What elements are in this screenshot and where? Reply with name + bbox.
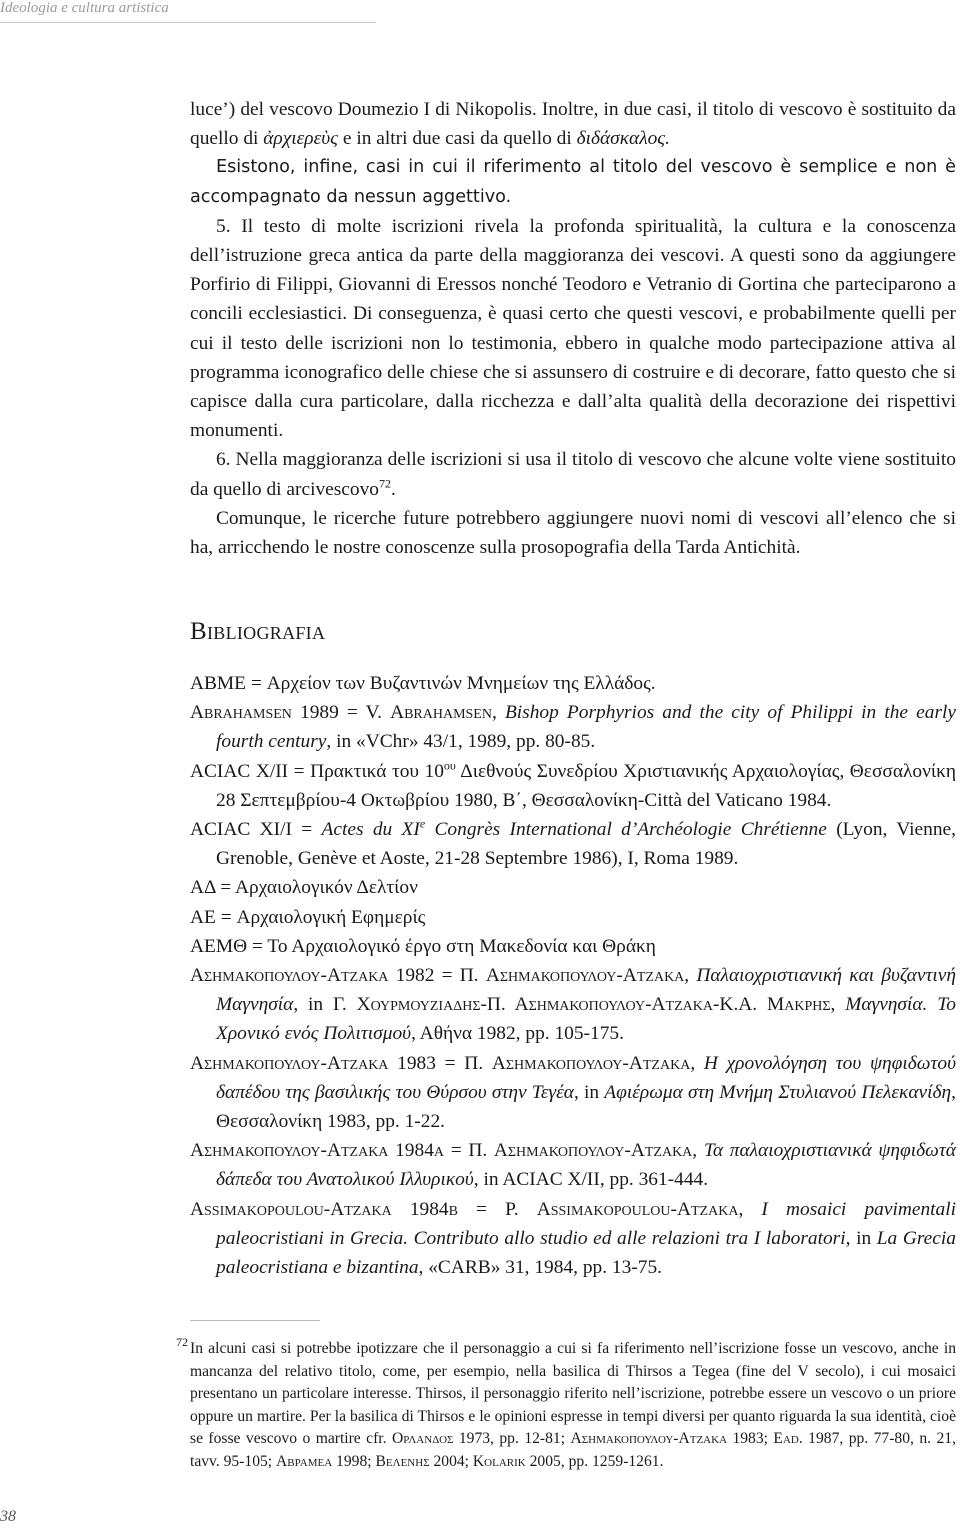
bib-eq: = Π. <box>444 1140 494 1162</box>
bib-title-2: Αφιέρωμα στη Μνήμη Στυλιανού Πελεκανίδη <box>604 1081 952 1103</box>
footnote-ref-avramea-rest: 1998; <box>332 1452 376 1470</box>
running-head: Ideologia e cultura artistica <box>0 0 169 16</box>
footnote-text: In alcuni casi si potrebbe ipotizzare che il personaggio a cui si fa riferimento nell’iscrizione fosse un vescovo, anche in mancanza del relativo titolo, come, per esempio, nella basilica di Thirsos a Tegea (fine del V secolo), i cui mosaici presentano un particolare interesse. Thirsos, il personaggio riferito nell’iscrizione, potrebbe essere un vescovo o un priore oppure un martire. Per la basilica di Thirsos e le opinioni espresse in tempi diversi per quanto riguarda la sua identità, cioè se fosse vescovo o martire cfr. <box>190 1340 956 1447</box>
bib-sep-2: , <box>830 994 846 1016</box>
bib-title: I mosaici pavimentali paleocristiani in Grecia. Contributo allo studio ed alle relazioni tra I laboratori <box>216 1198 956 1249</box>
paragraph-4-text: 6. Nella maggioranza delle iscrizioni si usa il titolo di vescovo che alcune volte viene sostituito da quello di arcivescovo <box>190 449 956 500</box>
bib-rest: (Lyon, Vienne, Grenoble, Genève et Aoste, 21-28 Septembre 1986), I, Roma 1989. <box>216 819 956 870</box>
bib-in: , in <box>573 1081 605 1103</box>
bib-eq: = V. <box>338 702 391 724</box>
bib-key: Abrahamsen 1989 <box>190 702 339 724</box>
footnote-ref-orlandos: Ορλανδος <box>391 1430 454 1447</box>
bib-rest: , in ACIAC X/II, pp. 361-444. <box>473 1169 709 1191</box>
bib-sup: e <box>419 816 426 831</box>
paragraph-4-end: . <box>391 478 396 500</box>
bib-rest: , Θεσσαλονίκη 1983, pp. 1-22. <box>216 1081 956 1133</box>
bib-entry-ae: AE = Αρχαιολογική Εφημερίς <box>190 906 426 928</box>
paragraph-3: 5. Il testo di molte iscrizioni rivela la profonda spiritualità, la cultura e la conoscenza dell’istruzione greca antica da parte della maggioranza dei vescovi. A questi sono da aggiungere Porfirio di Filippi, Giovanni di Eressos nonché Teodoro e Vetranio di Gortina che parteciparono a concili ecclesiastici. Di conseguenza, è quasi certo che questi vescovi, e probabilmente quelli per cui il testo delle iscrizioni non lo testimonia, ebbero in qualche modo partecipazione attiva al programma iconografico delle chiese che si assunsero di costruire e di decorare, fatto questo che si capisce dalla cura particolare, dalla ricchezza e dall’alta qualità della decorazione dei rispettivi monumenti. <box>190 215 956 442</box>
bibliography-list <box>190 669 956 1282</box>
footnote-ref-avramea: Αβραμεα <box>276 1452 333 1470</box>
bib-rest: Διεθνούς Συνεδρίου Χριστιανικής Αρχαιολογίας, Θεσσαλονίκη 28 Σεπτεμβρίου-4 Οκτωβρίου 1980, Β΄, Θεσσαλονίκη-Città del Vaticano 1984. <box>216 760 956 811</box>
paragraph-2: Esistono, infine, casi in cui il riferimento al titolo del vescovo è semplice e non è accompagnato da nessun aggettivo. <box>190 157 956 207</box>
footnote-ref-kolarik-rest: 2005, pp. 1259-1261. <box>525 1452 664 1470</box>
footnote-ref-orlandos-rest: 1973, pp. 12-81; <box>453 1430 571 1447</box>
bib-title: Παλαιοχριστιανική και βυζαντινή Μαγνησία <box>216 965 956 1016</box>
bib-entry-assimakopoulou-1984b <box>190 1195 956 1283</box>
greek-term-archiereus: ἀρχιερεὺς <box>263 128 339 150</box>
bib-entry-asimakopoulou-1983 <box>190 1049 956 1137</box>
bib-in: , in <box>845 1227 877 1249</box>
bib-entry-abrahamsen-1989 <box>190 698 956 756</box>
bib-sep: , <box>690 1052 704 1074</box>
bib-title: Τα παλαιοχριστιανικά ψηφιδωτά δάπεδα του Ανατολικού Ιλλυρικού <box>216 1140 956 1191</box>
bib-author: Ασημακοπουλου-Ατζακα <box>491 1052 691 1074</box>
footnote-rule <box>190 1320 320 1321</box>
footnote-72 <box>176 1335 956 1473</box>
footnote-ref-kolarik: Kolarik <box>472 1452 526 1470</box>
bib-sep: , <box>684 965 697 987</box>
bib-entry-abme: ABME = Αρχείον των Βυζαντινών Μνημείων της Ελλάδος. <box>190 673 656 694</box>
bib-author: Ασημακοπουλου-Ατζακα <box>493 1140 693 1162</box>
bib-title-2: La Grecia paleocristiana e bizantina <box>216 1227 956 1279</box>
greek-term-didaskalos: διδάσκαλος. <box>576 128 671 150</box>
bib-sep: , <box>692 1140 704 1162</box>
footnote-ref-velenis-rest: 2004; <box>429 1452 473 1470</box>
bib-key: Ασημακοπουλου-Ατζακα 1983 <box>190 1052 436 1074</box>
bib-sep: , <box>491 702 505 724</box>
page-number: 38 <box>0 1508 16 1525</box>
bib-title-2: Μαγνησία. Το Χρονικό ενός Πολιτισμού <box>216 994 956 1045</box>
bib-rest: , Αθήνα 1982, pp. 105-175. <box>411 1023 624 1045</box>
bib-rest: , in «VChr» 43/1, 1989, pp. 80-85. <box>326 731 596 753</box>
footnote-number: 72 <box>176 1335 188 1349</box>
footnote-ref-asimakopoulou-rest: 1983; <box>727 1430 774 1447</box>
bib-key: Ασημακοπουλου-Ατζακα 1982 <box>190 965 435 987</box>
footnote-ref-ead: Ead. <box>773 1430 803 1447</box>
bib-editors: Χουρμουζιαδης-Π. Ασημακοπουλου-Ατζακα-Κ.Α. Μακρης <box>356 994 831 1016</box>
bib-eq: = P. <box>457 1198 537 1220</box>
footnote-ref-velenis: Βελενης <box>375 1452 430 1470</box>
footnote-ref-asimakopoulou: Ασημακοπουλου-Ατζακα <box>570 1430 728 1447</box>
bib-title: Bishop Porphyrios and the city of Philippi in the early fourth century <box>216 702 956 753</box>
bib-author: Abrahamsen <box>390 702 492 724</box>
bib-entry-aciac-x <box>190 757 956 815</box>
bib-text: ACIAC X/II = Πρακτικά του 10 <box>190 760 444 782</box>
bibliography-heading: Bibliografia <box>190 618 326 645</box>
bib-eq: = Π. <box>434 965 486 987</box>
bib-title: Actes du XI <box>321 819 420 841</box>
bib-key: Ασημακοπουλου-Ατζακα 1984a <box>190 1140 444 1162</box>
bib-author: Ασημακοπουλου-Ατζακα <box>485 965 685 987</box>
bib-key: Assimakopoulou-Atzaka 1984b <box>190 1198 458 1220</box>
footnote-ref-ead-rest: 1987, pp. 77-80, n. 21, tavv. 95-105; <box>190 1430 956 1470</box>
bib-entry-asimakopoulou-1982 <box>190 961 956 1049</box>
bib-entry-asimakopoulou-1984a <box>190 1136 956 1194</box>
paragraph-1-text-b: e in altri due casi da quello di <box>338 128 577 150</box>
bib-eq: = Π. <box>435 1052 492 1074</box>
bib-entry-ad: ΑΔ = Αρχαιολογικόν Δελτίον <box>190 877 418 899</box>
footnote-ref-72[interactable]: 72 <box>379 476 391 491</box>
bib-title-cont: Congrès International d’Archéologie Chrétienne <box>425 819 827 841</box>
bib-title: Η χρονολόγηση του ψηφιδωτού δαπέδου της βασιλικής του Θύρσου στην Τεγέα <box>216 1052 956 1103</box>
bib-key: ACIAC XI/I = <box>190 819 322 841</box>
paragraph-1 <box>190 95 956 153</box>
bib-sup: ου <box>443 758 456 773</box>
paragraph-4 <box>190 445 956 503</box>
header-rule <box>0 22 376 23</box>
bib-rest: , «CARB» 31, 1984, pp. 13-75. <box>418 1257 662 1279</box>
paragraph-5: Comunque, le ricerche future potrebbero aggiungere nuovi nomi di vescovi all’elenco che si ha, arricchendo le nostre conoscenze sulla prosopografia della Tarda Antichità. <box>190 507 956 559</box>
bib-in: , in Γ. <box>293 994 357 1016</box>
bib-author: Assimakopoulou-Atzaka <box>536 1198 739 1220</box>
bib-entry-aciac-xi <box>190 815 956 873</box>
bib-entry-aemth: AEMΘ = Το Αρχαιολογικό έργο στη Μακεδονία και Θράκη <box>190 935 656 957</box>
bib-sep: , <box>738 1198 762 1220</box>
paragraph-1-text-a: luce’) del vescovo Doumezio I di Nikopolis. Inoltre, in due casi, il titolo di vescovo è sostituito da quello di <box>190 99 956 150</box>
body-text <box>190 95 956 562</box>
